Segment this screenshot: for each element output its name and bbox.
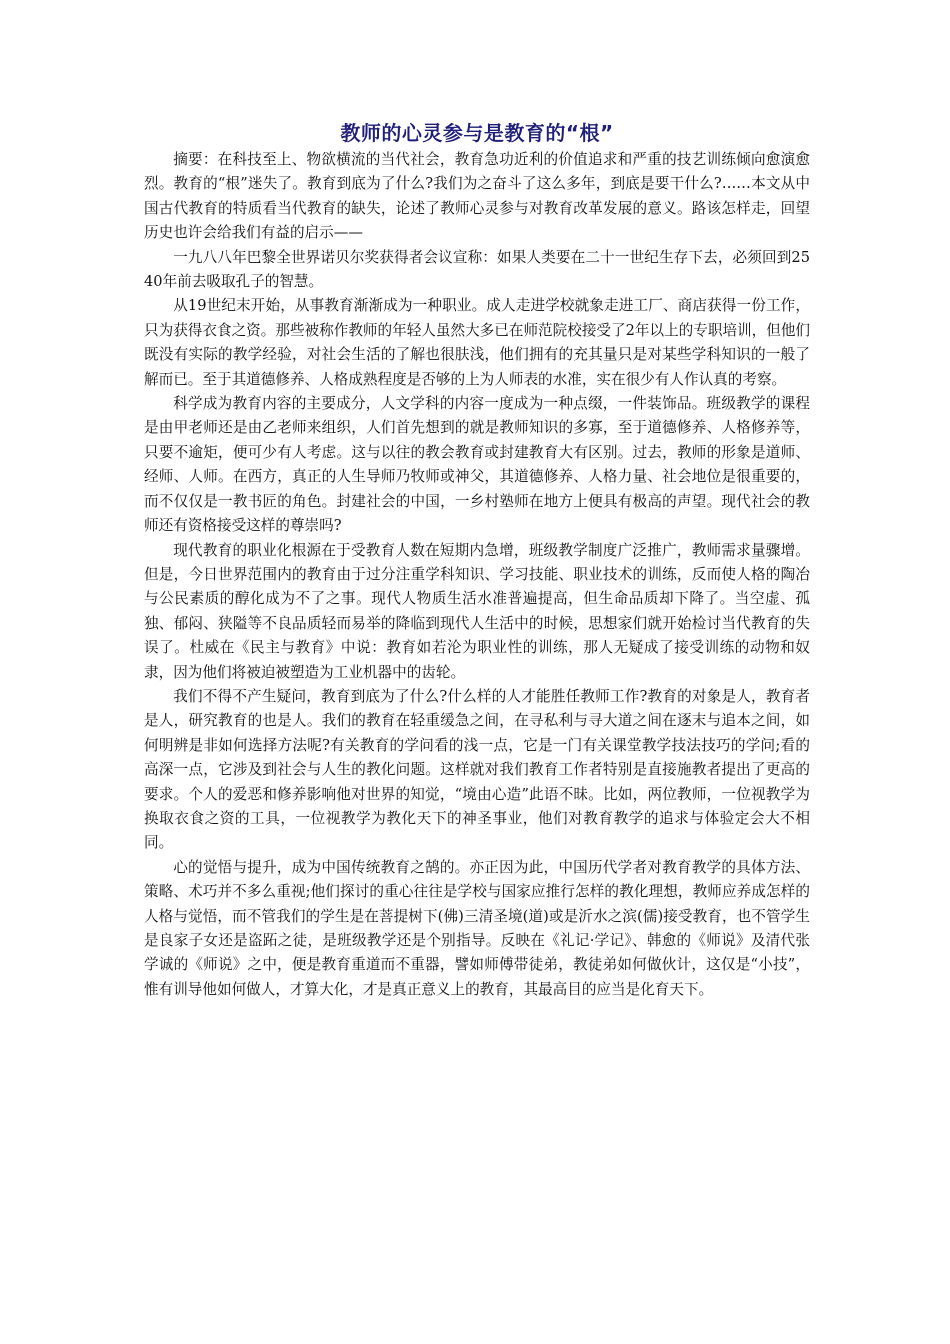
body-paragraph: 心的觉悟与提升，成为中国传统教育之鹄的。亦正因为此，中国历代学者对教育教学的具体方法、策略、术巧并不多么重视;他们探讨的重心往往是学校与国家应推行怎样的教化理想，教师应养成怎样的人格与觉悟，而不管我们的学生是在菩提树下(佛)三清圣境(道)或是沂水之滨(儒)接受教育，也不管学生是良家子女还是盗跖之徒，是班级教学还是个别指导。反映在《礼记·学记》、韩愈的《师说》及清代张学诚的《师说》之中，便是教育重道而不重器，譬如师傅带徒弟，教徒弟如何做伙计，这仅是“小技”，惟有训导他如何做人，才算大化，才是真正意义上的教育，其最高目的应当是化育天下。 [144, 858, 810, 998]
document-page [144, 118, 810, 1002]
body-paragraph: 从19世纪末开始，从事教育渐渐成为一种职业。成人走进学校就象走进工厂、商店获得一份工作，只为获得衣食之资。那些被称作教师的年轻人虽然大多已在师范院校接受了2年以上的专职培训，但他们既没有实际的教学经验，对社会生活的了解也很肤浅，他们拥有的充其量只是对某些学科知识的一般了解而已。至于其道德修养、人格成熟程度是否够的上为人师表的水准，实在很少有人作认真的考察。 [144, 297, 811, 388]
body-paragraph: 现代教育的职业化根源在于受教育人数在短期内急增，班级教学制度广泛推广，教师需求量骤增。但是，今日世界范围内的教育由于过分注重学科知识、学习技能、职业技术的训练，反而使人格的陶冶与公民素质的醇化成为不了之事。现代人物质生活水准普遍提高，但生命品质却下降了。当空虚、孤独、郁闷、狭隘等不良品质轻而易举的降临到现代人生活中的时候，思想家们就开始检讨当代教育的失误了。杜威在《民主与教育》中说：教育如若沦为职业性的训练，那人无疑成了接受训练的动物和奴隶，因为他们将被迫被塑造为工业机器中的齿轮。 [144, 541, 810, 681]
abstract-paragraph: 摘要：在科技至上、物欲横流的当代社会，教育急功近利的价值追求和严重的技艺训练倾向愈演愈烈。教育的“根”迷失了。教育到底为了什么?我们为之奋斗了这么多年，到底是要干什么?……本文从中国古代教育的特质看当代教育的缺失，论述了教师心灵参与对教育改革发展的意义。路该怎样走，回望历史也许会给我们有益的启示—— [144, 151, 810, 242]
document-title: 教师的心灵参与是教育的“根” [340, 121, 614, 145]
body-paragraph: 我们不得不产生疑问，教育到底为了什么?什么样的人才能胜任教师工作?教育的对象是人，教育者是人，研究教育的也是人。我们的教育在轻重缓急之间，在寻私利与寻大道之间在逐末与追本之间，如何明辨是非如何选择方法呢?有关教育的学问看的浅一点，它是一门有关课堂教学技法技巧的学问;看的高深一点，它涉及到社会与人生的教化问题。这样就对我们教育工作者特别是直接施教者提出了更高的要求。个人的爱恶和修养影响他对世界的知觉，“境由心造”此语不昧。比如，两位教师，一位视教学为换取衣食之资的工具，一位视教学为教化天下的神圣事业，他们对教育教学的追求与体验定会大不相同。 [144, 687, 810, 852]
body-paragraph: 科学成为教育内容的主要成分，人文学科的内容一度成为一种点缀，一件装饰品。班级教学的课程是由甲老师还是由乙老师来组织，人们首先想到的就是教师知识的多寡，至于道德修养、人格修养等，只要不逾矩，便可少有人考虑。这与以往的教会教育或封建教育大有区别。过去，教师的形象是道师、经师、人师。在西方，真正的人生导师乃牧师或神父，其道德修养、人格力量、社会地位是很重要的，而不仅仅是一教书匠的角色。封建社会的中国，一乡村塾师在地方上便具有极高的声望。现代社会的教师还有资格接受这样的尊崇吗? [144, 395, 810, 535]
body-paragraph: 一九八八年巴黎全世界诺贝尔奖获得者会议宣称：如果人类要在二十一世纪生存下去，必须回到2540年前去吸取孔子的智慧。 [144, 248, 810, 291]
